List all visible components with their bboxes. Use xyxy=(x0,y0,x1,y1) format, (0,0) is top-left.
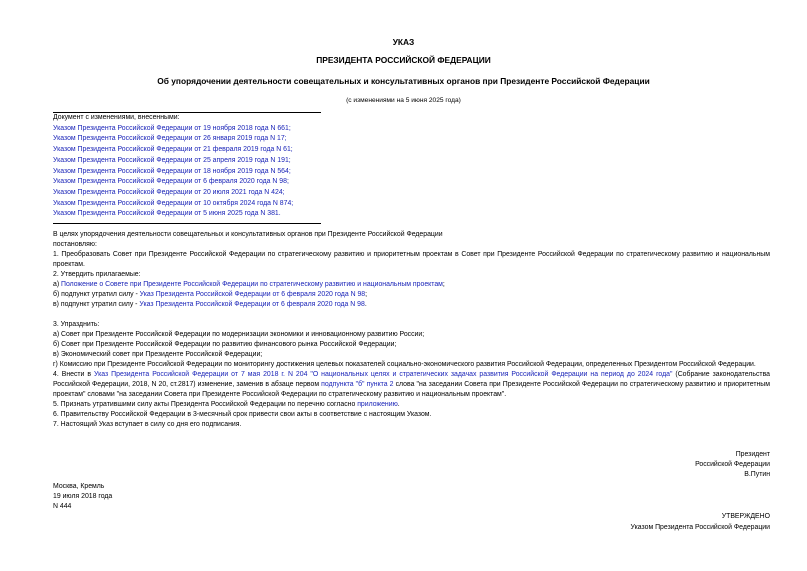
document-title: Об упорядочении деятельности совещательных и консультативных органов при Президенте Российской Федерации xyxy=(157,76,650,86)
change-link[interactable]: Указом Президента Российской Федерации от 26 января 2019 года N 17; xyxy=(53,135,287,143)
paragraph-5: 5. Признать утратившими силу акты Президента Российской Федерации по перечню согласно приложению. xyxy=(53,401,400,408)
spacer xyxy=(53,310,770,320)
decree-number: N 444 xyxy=(53,503,72,510)
date: 19 июля 2018 года xyxy=(53,493,113,500)
paragraph-2b: б) подпункт утратил силу - Указ Президента Российской Федерации от 6 февраля 2020 года N 98; xyxy=(53,291,368,298)
signature-name: В.Путин xyxy=(744,471,770,478)
changes-block xyxy=(53,113,473,220)
paragraph-7: 7. Настоящий Указ вступает в силу со дня его подписания. xyxy=(53,421,242,428)
change-link[interactable]: Указом Президента Российской Федерации от 5 июня 2025 года N 381. xyxy=(53,210,281,218)
change-link[interactable]: Указом Президента Российской Федерации от 18 ноября 2019 года N 564; xyxy=(53,167,291,175)
paragraph-4: 4. Внести в Указ Президента Российской Федерации от 7 мая 2018 г. N 204 "О национальных целях и стратегических задачах развития Российской Федерации на период до 2024 года" (Собрание законодательства Российской Федерации, 2018, N 20, ст.2817) изменение, заменив в абзаце первом подпункта "б" пункта 2 слова "на заседании Совета при Президенте Российской Федерации по стратегическому развитию и приоритетным проектам" словами "на заседании Совета при Президенте Российской Федерации по стратегическому развитию и национальным проектам". xyxy=(53,371,770,398)
decree-link[interactable]: Указ Президента Российской Федерации от 6 февраля 2020 года N 98 xyxy=(139,291,366,298)
paragraph-3: 3. Упразднить: xyxy=(53,321,100,328)
subparagraph-link[interactable]: подпункта "б" пункта 2 xyxy=(321,381,394,388)
decree-204-link[interactable]: Указ Президента Российской Федерации от 7 мая 2018 г. N 204 "О национальных целях и стратегических задачах развития Российской Федерации на период до 2024 года" xyxy=(94,371,673,378)
preamble: В целях упорядочения деятельности совещательных и консультативных органов при Президенте Российской Федерации xyxy=(53,231,443,238)
approved-by: Указом Президента Российской Федерации xyxy=(630,523,770,531)
place: Москва, Кремль xyxy=(53,483,105,490)
paragraph-3d: г) Комиссию при Президенте Российской Федерации по мониторингу достижения целевых показателей социально-экономического развития Российской Федерации, определенных Президентом Российской Федерации. xyxy=(53,361,756,368)
paragraph-2a: а) Положение о Совете при Президенте Российской Федерации по стратегическому развитию и национальным проектам; xyxy=(53,281,445,288)
decree-link[interactable]: Указ Президента Российской Федерации от 6 февраля 2020 года N 98 xyxy=(139,301,365,308)
paragraph-3c: в) Экономический совет при Президенте Российской Федерации; xyxy=(53,351,263,358)
approval-block xyxy=(631,512,770,533)
regulation-link[interactable]: Положение о Совете при Президенте Российской Федерации по стратегическому развитию и национальным проектам xyxy=(61,281,443,288)
doc-type-title: УКАЗ xyxy=(392,37,415,47)
edition-note: (с изменениями на 5 июня 2025 года) xyxy=(346,97,461,104)
place-date-block xyxy=(53,482,112,512)
changes-bottom-rule xyxy=(53,223,321,224)
decree-body xyxy=(53,230,770,430)
paragraph-2c: в) подпункт утратил силу - Указ Президента Российской Федерации от 6 февраля 2020 года N 98. xyxy=(53,301,367,308)
paragraph-3a: а) Совет при Президенте Российской Федерации по модернизации экономики и инновационному развитию России; xyxy=(53,331,425,338)
change-link[interactable]: Указом Президента Российской Федерации от 10 октября 2024 года N 874; xyxy=(53,199,294,207)
issuer-title: ПРЕЗИДЕНТА РОССИЙСКОЙ ФЕДЕРАЦИИ xyxy=(316,55,491,65)
paragraph-3b: б) Совет при Президенте Российской Федерации по развитию финансового рынка Российской Федерации; xyxy=(53,341,397,348)
paragraph-2: 2. Утвердить прилагаемые: xyxy=(53,271,141,278)
change-link[interactable]: Указом Президента Российской Федерации от 19 ноября 2018 года N 661; xyxy=(53,124,291,132)
changes-intro: Документ с изменениями, внесенными: xyxy=(53,114,180,121)
change-link[interactable]: Указом Президента Российской Федерации от 20 июля 2021 года N 424; xyxy=(53,188,285,196)
preamble-resolve: постановляю: xyxy=(53,241,97,248)
appendix-link[interactable]: приложению xyxy=(357,401,398,408)
paragraph-6: 6. Правительству Российской Федерации в 3-месячный срок привести свои акты в соответствие с настоящим Указом. xyxy=(53,411,432,418)
change-link[interactable]: Указом Президента Российской Федерации от 6 февраля 2020 года N 98; xyxy=(53,178,289,186)
change-link[interactable]: Указом Президента Российской Федерации от 21 февраля 2019 года N 61; xyxy=(53,146,293,154)
approved-label: УТВЕРЖДЕНО xyxy=(721,513,770,520)
change-link[interactable]: Указом Президента Российской Федерации от 25 апреля 2019 года N 191; xyxy=(53,156,291,164)
paragraph-1: 1. Преобразовать Совет при Президенте Российской Федерации по стратегическому развитию и приоритетным проектам в Совет при Президенте Российской Федерации по стратегическому развитию и национальным проектам. xyxy=(53,251,770,268)
signature-title: Президент xyxy=(735,451,770,458)
signature-office: Российской Федерации xyxy=(695,461,770,468)
signature-block xyxy=(695,450,770,480)
